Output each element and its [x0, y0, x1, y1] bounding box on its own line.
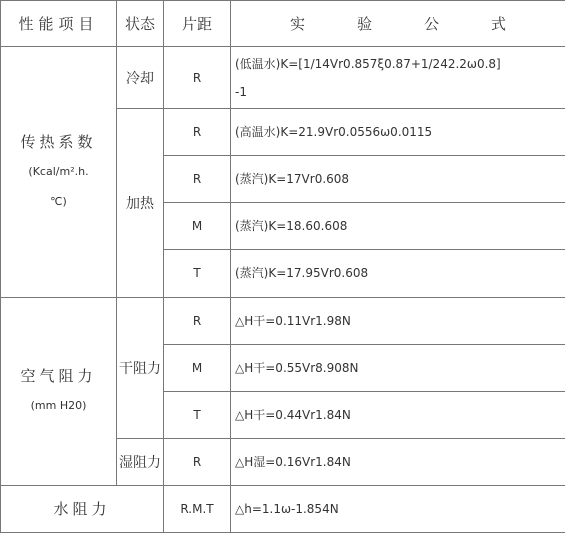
- state-cell: 干阻力: [117, 297, 164, 438]
- formula-cell: △H湿=0.16Vr1.84N: [231, 438, 565, 485]
- header-formula-char: 实: [289, 15, 305, 34]
- formula-cell: (蒸汽)K=17.95Vr0.608: [231, 250, 565, 297]
- formula-cell: △H干=0.55Vr8.908N: [231, 344, 565, 391]
- state-cell: 冷却: [117, 47, 164, 109]
- table-row: [1, 47, 565, 109]
- header-state: 状态: [117, 1, 164, 47]
- header-formula-char: 验: [356, 15, 372, 34]
- header-property: 性能项目: [1, 1, 117, 47]
- group-name: 空气阻力: [20, 367, 97, 386]
- pitch-cell: M: [164, 203, 231, 250]
- group-unit: (Kcal/m².h.: [28, 164, 89, 178]
- formula-text: (低温水)K=[1/14Vr0.857ξ0.87+1/242.2ω0.8]: [235, 56, 501, 71]
- header-formula-char: 式: [491, 15, 507, 34]
- pitch-cell: R: [164, 109, 231, 156]
- air-resistance-cell: [1, 297, 117, 485]
- table-row: [1, 297, 565, 344]
- formula-cell: △H干=0.44Vr1.84N: [231, 391, 565, 438]
- group-unit: ℃): [50, 194, 67, 208]
- pitch-cell: T: [164, 391, 231, 438]
- formula-cell: (高温水)K=21.9Vr0.0556ω0.0115: [231, 109, 565, 156]
- pitch-cell: M: [164, 344, 231, 391]
- pitch-cell: T: [164, 250, 231, 297]
- pitch-cell: R: [164, 47, 231, 109]
- state-cell: 加热: [117, 109, 164, 297]
- group-unit: (mm H20): [30, 399, 87, 413]
- state-cell: 湿阻力: [117, 438, 164, 485]
- formula-cell: △h=1.1ω-1.854N: [231, 485, 565, 532]
- header-pitch: 片距: [164, 1, 231, 47]
- formula-cell: △H干=0.11Vr1.98N: [231, 297, 565, 344]
- pitch-cell: R.M.T: [164, 485, 231, 532]
- formula-cell: (蒸汽)K=18.60.608: [231, 203, 565, 250]
- pitch-cell: R: [164, 156, 231, 203]
- pitch-cell: R: [164, 438, 231, 485]
- header-formula: [231, 1, 565, 47]
- water-resistance-cell: 水阻力: [1, 485, 164, 532]
- pitch-cell: R: [164, 297, 231, 344]
- heat-transfer-coefficient-cell: [1, 47, 117, 297]
- group-name: 传热系数: [20, 132, 97, 151]
- header-formula-char: 公: [424, 15, 440, 34]
- formula-cell: [231, 47, 565, 109]
- formula-text: -1: [235, 84, 247, 99]
- formula-cell: (蒸汽)K=17Vr0.608: [231, 156, 565, 203]
- table-row: [1, 485, 565, 532]
- header-row: [1, 1, 565, 47]
